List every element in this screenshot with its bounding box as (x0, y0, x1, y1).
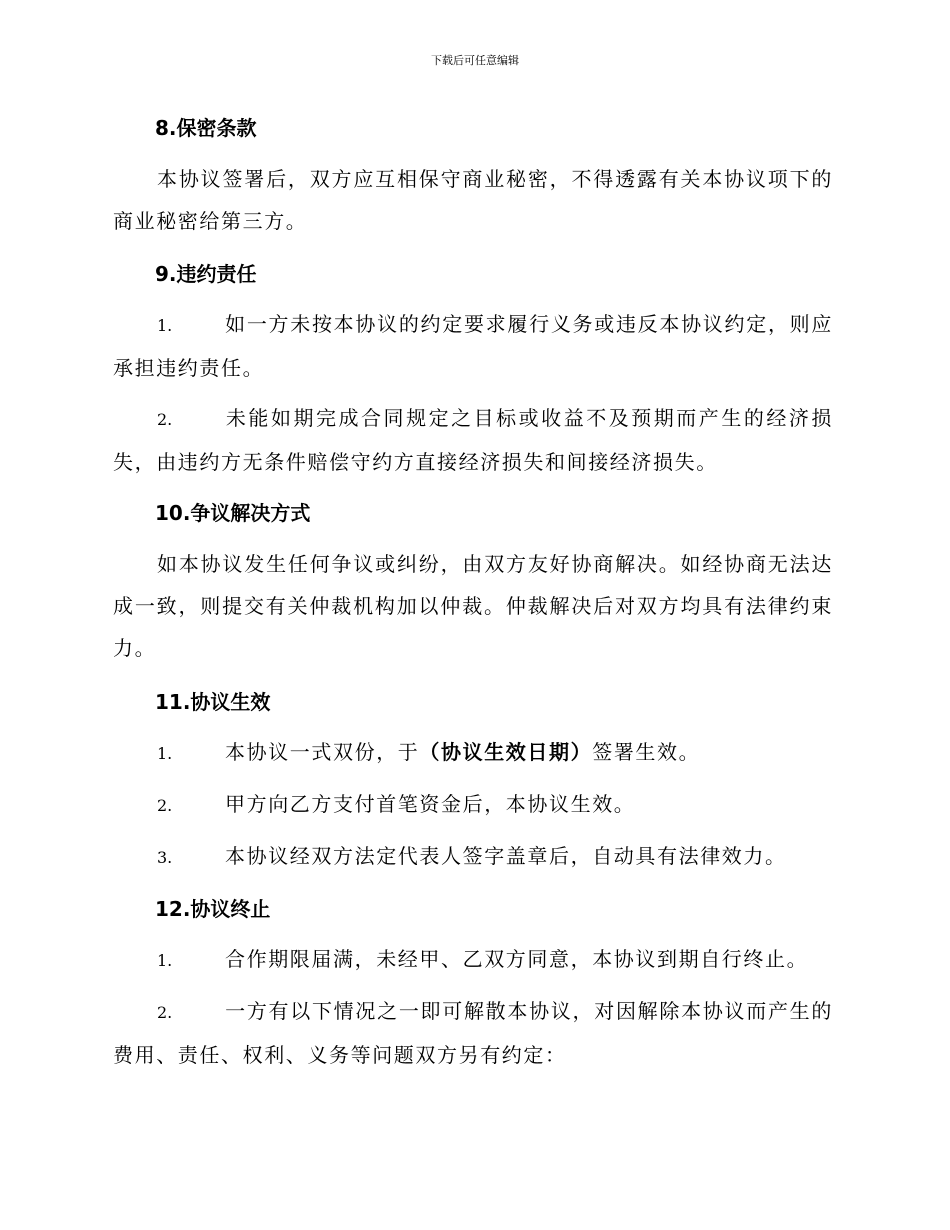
section-12-item-2 (113, 990, 833, 1076)
section-9-title: 9.违约责任 (155, 262, 257, 286)
item-text-post: 签署生效。 (592, 740, 701, 764)
section-12-item-1 (113, 938, 833, 982)
item-text: 本协议经双方法定代表人签字盖章后，自动具有法律效力。 (225, 844, 787, 868)
section-9-item-2 (113, 397, 833, 483)
section-8-paragraph: 本协议签署后，双方应互相保守商业秘密，不得透露有关本协议项下的商业秘密给第三方。 (113, 167, 833, 233)
item-number: 2. (157, 410, 173, 429)
item-text: 甲方向乙方支付首笔资金后，本协议生效。 (225, 792, 636, 816)
section-10-paragraph: 如本协议发生任何争议或纠纷，由双方友好协商解决。如经协商无法达成一致，则提交有关仲裁机构加以仲裁。仲裁解决后对双方均具有法律约束力。 (113, 552, 833, 660)
section-11-title: 11.协议生效 (155, 690, 271, 714)
item-number: 1. (157, 951, 173, 970)
item-number: 1. (157, 316, 173, 335)
section-11-item-3 (113, 835, 833, 879)
section-11-item-1 (113, 731, 833, 775)
page-header: 下载后可任意编辑 (431, 54, 519, 67)
section-11-item-2 (113, 783, 833, 827)
item-number: 3. (157, 848, 173, 867)
item-text: 如一方未按本协议的约定要求履行义务或违反本协议约定，则应承担违约责任。 (113, 312, 833, 380)
item-number: 2. (157, 796, 173, 815)
section-12-title: 12.协议终止 (155, 897, 271, 921)
section-9-item-1 (113, 303, 833, 389)
section-8-title: 8.保密条款 (155, 116, 257, 140)
item-text: 未能如期完成合同规定之目标或收益不及预期而产生的经济损失，由违约方无条件赔偿守约方直接经济损失和间接经济损失。 (113, 406, 833, 474)
effective-date-placeholder: （协议生效日期） (419, 740, 593, 764)
section-10-title: 10.争议解决方式 (155, 501, 311, 525)
item-text-pre: 本协议一式双份，于 (225, 740, 420, 764)
item-number: 2. (157, 1003, 173, 1022)
item-text: 一方有以下情况之一即可解散本协议，对因解除本协议而产生的费用、责任、权利、义务等问题双方另有约定： (113, 999, 833, 1067)
item-number: 1. (157, 744, 173, 763)
item-text: 合作期限届满，未经甲、乙双方同意，本协议到期自行终止。 (225, 947, 809, 971)
